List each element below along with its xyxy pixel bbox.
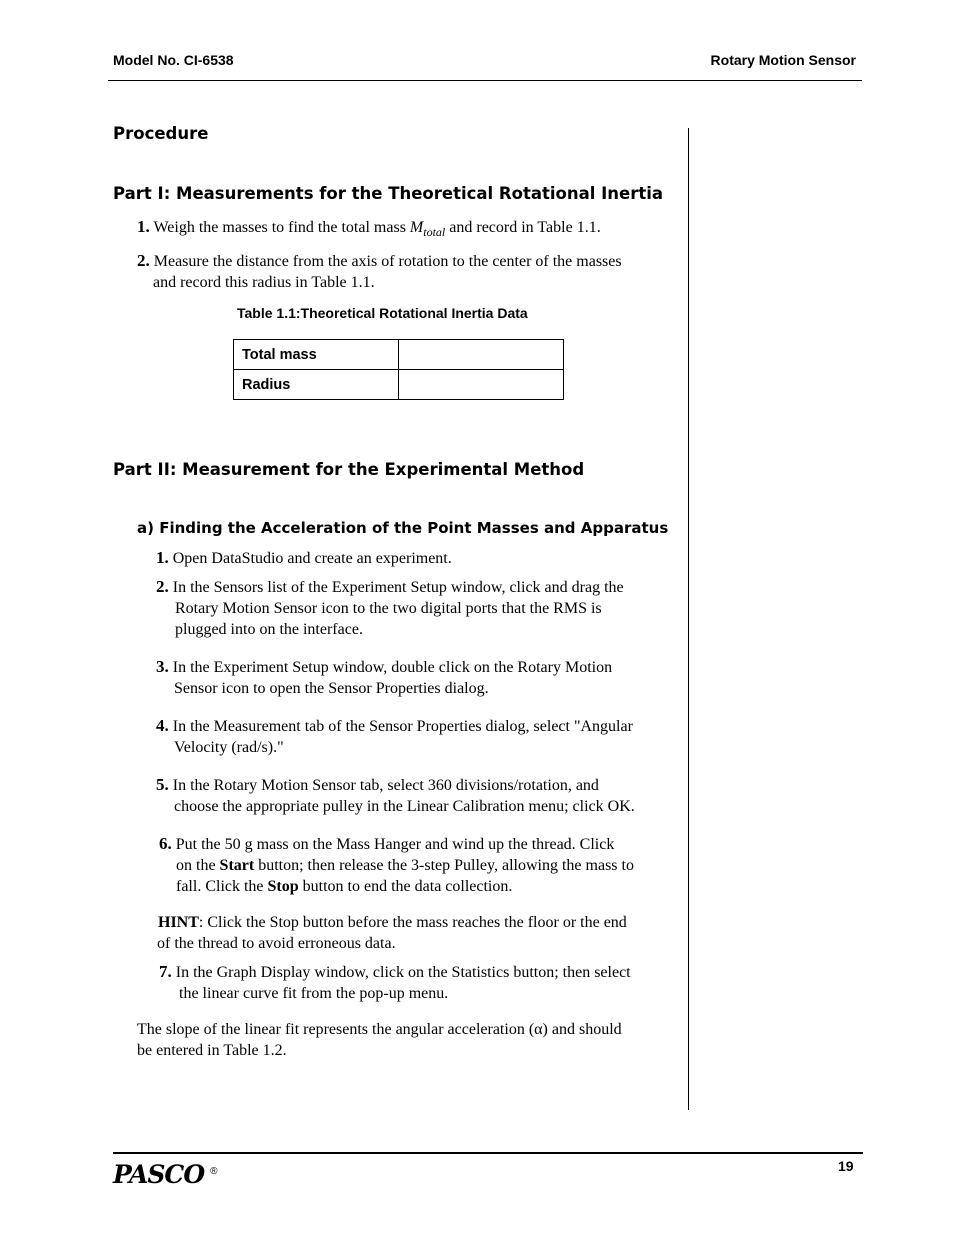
text-fragment: button; then release the 3-step Pulley, allowing the mass to bbox=[254, 857, 634, 874]
text-fragment: be entered in Table 1.2. bbox=[137, 1042, 287, 1059]
part2-step-7 bbox=[159, 961, 631, 1004]
mass-variable: M bbox=[409, 219, 424, 236]
step-text-end: and record in Table 1.1. bbox=[445, 219, 601, 236]
table-row bbox=[234, 340, 564, 370]
pasco-logo bbox=[113, 1160, 216, 1189]
part2-step-2 bbox=[156, 576, 624, 640]
step-line: choose the appropriate pulley in the Linear Calibration menu; click OK. bbox=[174, 798, 635, 815]
step-line: In the Graph Display window, click on the Statistics button; then select bbox=[175, 964, 631, 981]
subsection-a-heading: a) Finding the Acceleration of the Point Masses and Apparatus bbox=[137, 519, 669, 537]
step-line bbox=[159, 855, 634, 876]
row-label: Radius bbox=[234, 370, 399, 400]
step-line: In the Sensors list of the Experiment Setup window, click and drag the bbox=[172, 579, 624, 596]
part2-step-3 bbox=[156, 656, 612, 699]
step-number: 5. bbox=[156, 775, 169, 794]
mass-subscript: total bbox=[423, 225, 446, 240]
text-fragment: The slope of the linear fit represents the angular acceleration ( bbox=[137, 1021, 535, 1038]
part1-step-1 bbox=[137, 216, 601, 243]
step-number: 2. bbox=[156, 577, 169, 596]
step-number: 6. bbox=[159, 834, 172, 853]
step-text: Weigh the masses to find the total mass bbox=[153, 219, 410, 236]
step-number: 2. bbox=[137, 251, 150, 270]
step-line: and record this radius in Table 1.1. bbox=[153, 274, 375, 291]
hint-text: : Click the Stop button before the mass reaches the floor or the end bbox=[198, 914, 627, 931]
table-caption: Table 1.1:Theoretical Rotational Inertia Data bbox=[237, 305, 528, 321]
step-line: In the Experiment Setup window, double click on the Rotary Motion bbox=[172, 659, 613, 676]
part2-step-6 bbox=[159, 833, 634, 897]
row-value bbox=[399, 370, 564, 400]
text-fragment: on the bbox=[176, 857, 220, 874]
start-button-ref: Start bbox=[219, 857, 255, 874]
step-line: plugged into on the interface. bbox=[175, 621, 363, 638]
table-row bbox=[234, 370, 564, 400]
part2-heading: Part II: Measurement for the Experimental Method bbox=[113, 460, 585, 479]
product-name: Rotary Motion Sensor bbox=[710, 52, 856, 68]
step-line: Velocity (rad/s)." bbox=[174, 739, 284, 756]
step-line: the linear curve fit from the pop-up menu. bbox=[179, 985, 449, 1002]
step-line: Put the 50 g mass on the Mass Hanger and wind up the thread. Click bbox=[175, 836, 615, 853]
column-divider bbox=[688, 128, 689, 1110]
step-number: 4. bbox=[156, 716, 169, 735]
step-line bbox=[159, 876, 634, 897]
step-number: 7. bbox=[159, 962, 172, 981]
header-rule bbox=[108, 80, 862, 81]
footer-rule bbox=[113, 1152, 863, 1154]
text-fragment: ) and should bbox=[542, 1021, 622, 1038]
step-line: In the Measurement tab of the Sensor Properties dialog, select "Angular bbox=[172, 718, 633, 735]
text-fragment: button to end the data collection. bbox=[298, 878, 513, 895]
hint-text: of the thread to avoid erroneous data. bbox=[157, 935, 396, 952]
theoretical-inertia-table bbox=[233, 339, 564, 400]
closing-paragraph bbox=[137, 1019, 622, 1061]
step-line: In the Rotary Motion Sensor tab, select 360 divisions/rotation, and bbox=[172, 777, 599, 794]
procedure-heading: Procedure bbox=[113, 124, 209, 143]
step-number: 3. bbox=[156, 657, 169, 676]
step-line: Measure the distance from the axis of rotation to the center of the masses bbox=[153, 253, 622, 270]
logo-text: PASCO bbox=[113, 1160, 205, 1189]
step-number: 1. bbox=[137, 217, 150, 236]
page-number: 19 bbox=[838, 1158, 854, 1174]
step-number: 1. bbox=[156, 548, 169, 567]
row-value bbox=[399, 340, 564, 370]
part2-step-5 bbox=[156, 774, 635, 817]
row-label: Total mass bbox=[234, 340, 399, 370]
step-line: Rotary Motion Sensor icon to the two digital ports that the RMS is bbox=[175, 600, 602, 617]
step-line: Open DataStudio and create an experiment. bbox=[172, 550, 452, 567]
registered-mark: ® bbox=[210, 1165, 217, 1177]
part2-step-4 bbox=[156, 715, 633, 758]
part1-step-2 bbox=[137, 250, 622, 293]
part1-heading: Part I: Measurements for the Theoretical Rotational Inertia bbox=[113, 184, 664, 203]
step-line: Sensor icon to open the Sensor Properties dialog. bbox=[174, 680, 489, 697]
alpha-symbol: α bbox=[534, 1021, 543, 1038]
text-fragment: fall. Click the bbox=[176, 878, 268, 895]
part2-step-1 bbox=[156, 547, 452, 569]
model-number: Model No. CI-6538 bbox=[113, 52, 234, 68]
hint-label: HINT bbox=[158, 914, 199, 931]
stop-button-ref: Stop bbox=[267, 878, 299, 895]
hint-note bbox=[158, 912, 627, 954]
